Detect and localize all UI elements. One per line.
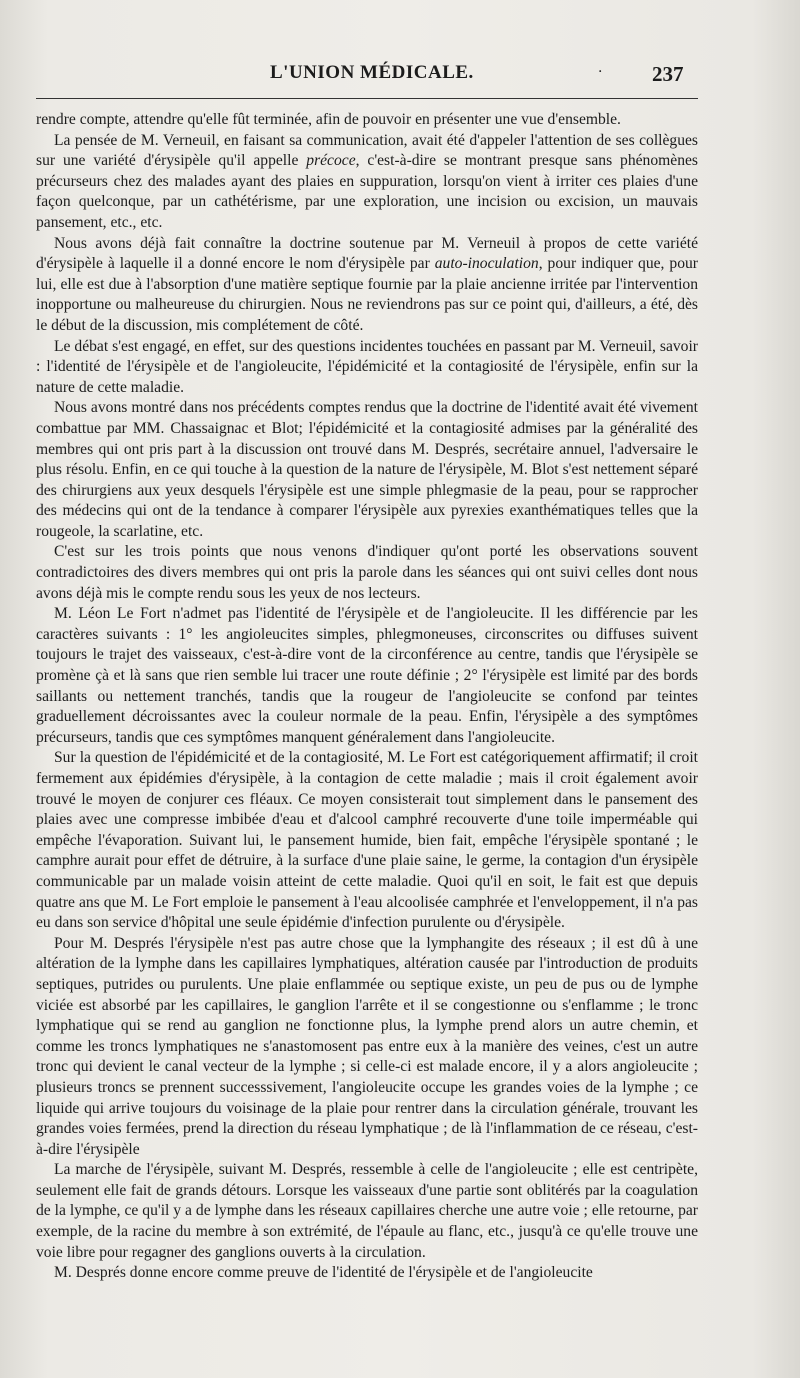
paragraph-2: La pensée de M. Verneuil, en faisant sa communication, avait été d'appeler l'attention de ses collègues sur une variété d'érysipèle qu'il appelle précoce, c'est-à-dire se montrant presque sans phénomènes précurseurs chez des malades ayant des plaies en suppuration, lorsqu'on vient à irriter ces plaies d'une façon quelconque, par un cathétérisme, par une exploration, une incision ou excision, un mauvais pansement, etc., etc. <box>36 131 698 231</box>
paragraph-7: M. Léon Le Fort n'admet pas l'identité de l'érysipèle et de l'angioleucite. Il les différencie par les caractères suivants : 1° les angioleucites simples, phlegmoneuses, circonscrites ou diffuses suivent toujours le trajet des vaisseaux, c'est-à-dire vont de la circonférence au centre, tandis que l'érysipèle se promène çà et là sans que rien semble lui tracer une route définie ; 2° l'érysipèle est limité par des bords saillants ou nettement tranchés, tandis que la rougeur de l'angioleucite se confond par teintes graduellement décroissantes avec la couleur normale de la peau. Enfin, l'érysipèle a des symptômes précurseurs, tandis que ces symptômes manquent généralement dans l'angioleucite. <box>36 605 698 746</box>
paragraph-5: Nous avons montré dans nos précédents comptes rendus que la doctrine de l'identité avait été vivement combattue par MM. Chassaignac et Blot; l'épidémicité et la contagiosité admises par la généralité des membres qui ont pris part à la discussion ont trouvé dans M. Després, secrétaire annuel, l'adversaire le plus résolu. Enfin, en ce qui touche à la question de la nature de l'érysipèle, M. Blot s'est nettement séparé des chirurgiens aux yeux desquels l'érysipèle est une simple phlegmasie de la peau, pour se rapprocher des médecins qui ont de la tendance à comparer l'érysipèle aux pyrexies exanthématiques telles que la rougeole, la scarlatine, etc. <box>36 399 698 540</box>
paragraph-6: C'est sur les trois points que nous venons d'indiquer qu'ont porté les observations souvent contradictoires des divers membres qui ont pris la parole dans les séances qui ont suivi celles dont nous avons déjà mis le compte rendu sous les yeux de nos lecteurs. <box>36 543 698 602</box>
page-header <box>0 58 800 88</box>
paragraph-10: La marche de l'érysipèle, suivant M. Després, ressemble à celle de l'angioleucite ; elle est centripète, seulement elle fait de grands détours. Lorsque les vaisseaux d'une partie sont oblitérés par la coagulation de la lymphe, ce qu'il y a de lymphe dans les réseaux capillaires cherche une autre voie ; elle retourne, par exemple, de la racine du membre à son extrémité, de l'épaule au flanc, etc., jusqu'à ce qu'elle trouve une voie libre pour regagner des ganglions ouverts à la circulation. <box>36 1161 698 1261</box>
running-title: L'UNION MÉDICALE. <box>270 62 474 83</box>
paragraph-3: Nous avons déjà fait connaître la doctrine soutenue par M. Verneuil à propos de cette variété d'érysipèle à laquelle il a donné encore le nom d'érysipèle par auto-inoculation, pour indiquer que, pour lui, elle est due à l'absorption d'une matière septique fournie par la plaie ancienne irritée par l'intervention inopportune ou malheureuse du chirurgien. Nous ne reviendrons pas sur ce point qui, d'ailleurs, a été, dès le début de la discussion, mis complétement de côté. <box>36 234 698 334</box>
paragraph-11: M. Després donne encore comme preuve de l'identité de l'érysipèle et de l'angioleucite <box>54 1264 593 1282</box>
header-rule <box>36 98 698 99</box>
paragraph-9: Pour M. Després l'érysipèle n'est pas autre chose que la lymphangite des réseaux ; il est dû à une altération de la lymphe dans les capillaires lymphatiques, altération causée par l'introduction de produits septiques, putrides ou purulents. Une plaie enflammée ou septique existe, un peu de pus ou de lymphe viciée est absorbé par les capillaires, le ganglion l'arrête et il se congestionne ou s'enflamme ; le tronc lymphatique qui se rend au ganglion ne fonctionne plus, la lymphe prend alors un autre chemin, et comme les troncs lymphatiques ne s'anastomosent pas entre eux à la manière des veines, c'est un autre tronc qui devient le canal vecteur de la lymphe ; si celle-ci est malade encore, il y a alors angioleucite ; plusieurs troncs se prennent successsivement, l'angioleucite occupe les grandes voies de la lymphe ; ce liquide qui arrive toujours du voisinage de la plaie pour rentrer dans la circulation générale, trouvant les grandes voies fermées, prend la direction du réseau lymphatique ; de là l'inflammation de ce réseau, c'est-à-dire l'érysipèle <box>36 934 698 1158</box>
page-number: 237 <box>652 62 684 86</box>
paragraph-8: Sur la question de l'épidémicité et de la contagiosité, M. Le Fort est catégoriquement affirmatif; il croit fermement aux épidémies d'érysipèle, à la contagion de cette maladie ; mais il croit également avoir trouvé le moyen de conjurer ces fléaux. Ce moyen consisterait tout simplement dans le pansement des plaies avec une compresse imbibée d'eau et d'alcool camphré recouverte d'une toile imperméable qui empêche l'évaporation. Suivant lui, le pansement humide, bien fait, empêche l'érysipèle spontané ; le camphre aurait pour effet de détruire, à la surface d'une plaie saine, le germe, la contagion d'un érysipèle communicable par un malade voisin atteint de cette maladie. Quoi qu'il en soit, le fait est que depuis quatre ans que M. Le Fort emploie le pansement à l'eau alcoolisée camphrée et l'enveloppement, il n'a pas eu dans son service d'hôpital une seule épidémie d'infection purulente ou d'érysipèle. <box>36 749 698 932</box>
paragraph-1: rendre compte, attendre qu'elle fût terminée, afin de pouvoir en présenter une vue d'ensemble. <box>36 111 621 128</box>
header-dot: · <box>598 64 603 80</box>
paragraph-4: Le débat s'est engagé, en effet, sur des questions incidentes touchées en passant par M. Verneuil, savoir : l'identité de l'érysipèle et de l'angioleucite, l'épidémicité et la contagiosité de l'érysipèle, enfin sur la nature de cette maladie. <box>36 337 698 396</box>
body-text <box>36 110 698 1284</box>
